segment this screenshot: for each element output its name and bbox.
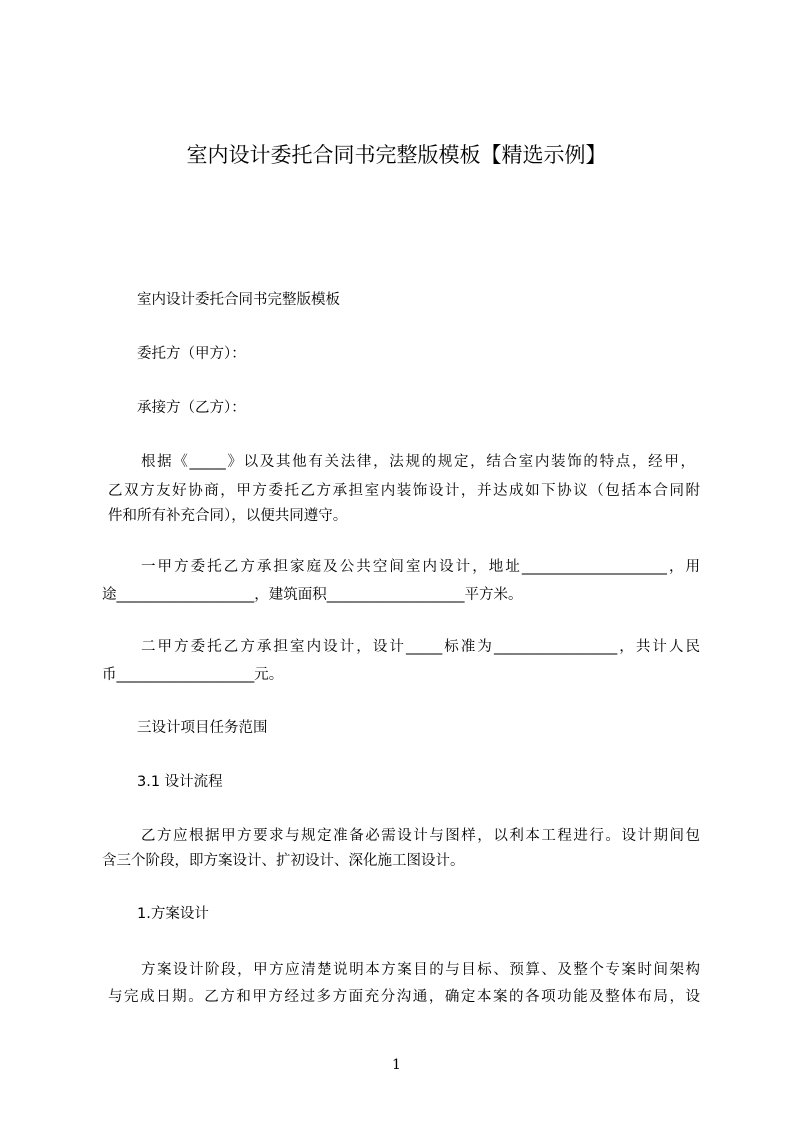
basis-paragraph-line-1: 根据《_____》以及其他有关法律，法规的规定，结合室内装饰的特点，经甲， <box>141 454 695 470</box>
clause-3-heading: 三设计项目任务范围 <box>137 720 268 736</box>
document-subtitle: 室内设计委托合同书完整版模板 <box>137 292 340 308</box>
basis-paragraph-line-3: 件和所有补充合同），以便共同遵守。 <box>108 508 348 524</box>
process-paragraph-line-2: 含三个阶段，即方案设计、扩初设计、深化施工图设计。 <box>102 853 465 869</box>
page-number: 1 <box>392 1057 401 1073</box>
section-3-1-heading: 3.1 设计流程 <box>137 774 223 790</box>
item-1-heading: 1.方案设计 <box>137 906 209 922</box>
clause-2-line-1: 二甲方委托乙方承担室内设计，设计_____标准为_________________，共计人民 <box>141 639 700 655</box>
document-title: 室内设计委托合同书完整版模板【精选示例】 <box>186 143 607 167</box>
scheme-paragraph-line-2: 与完成日期。乙方和甲方经过多方面充分沟通，确定本案的各项功能及整体布局，设 <box>108 989 700 1005</box>
party-a-label: 委托方（甲方）： <box>137 346 246 362</box>
process-paragraph-line-1: 乙方应根据甲方要求与规定准备必需设计与图样，以利本工程进行。设计期间包 <box>141 828 700 844</box>
clause-1-line-1: 一甲方委托乙方承担家庭及公共空间室内设计，地址____________________，用 <box>141 559 700 575</box>
scheme-paragraph-line-1: 方案设计阶段，甲方应清楚说明本方案目的与目标、预算、及整个专案时间架构 <box>141 962 700 978</box>
clause-1-line-2: 途___________________，建筑面积___________________平方米。 <box>102 587 523 603</box>
clause-2-line-2: 币___________________元。 <box>102 667 284 683</box>
basis-paragraph-line-2: 乙双方友好协商，甲方委托乙方承担室内装饰设计，并达成如下协议（包括本合同附 <box>108 483 700 499</box>
party-b-label: 承接方（乙方）： <box>137 400 246 416</box>
